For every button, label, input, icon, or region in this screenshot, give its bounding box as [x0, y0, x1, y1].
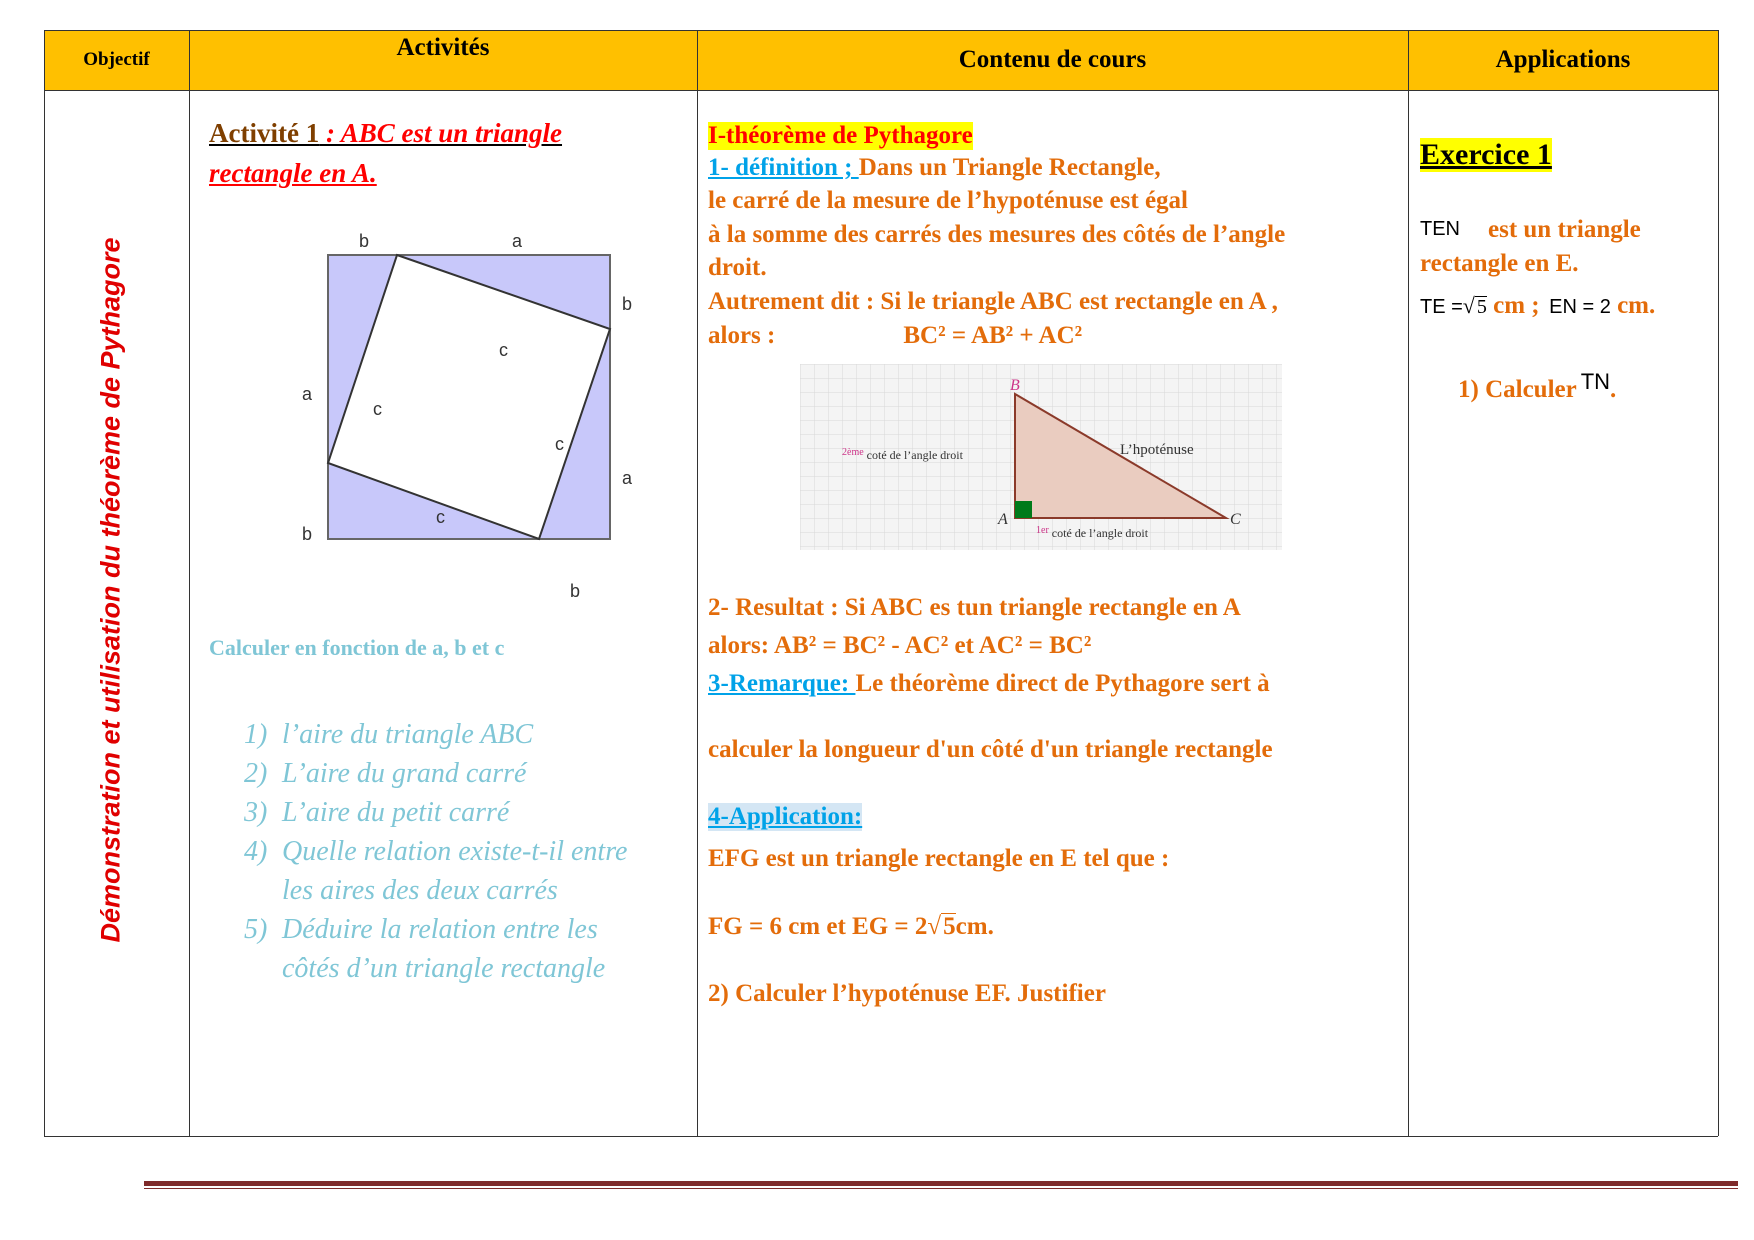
vertex-a-label: A [998, 511, 1008, 528]
activite-question-2: 2) L’aire du grand carré [244, 758, 527, 789]
header-contenu: Contenu de cours [697, 30, 1408, 90]
cours-definition-line3: à la somme des carrés des mesures des côtés de l’angle [708, 221, 1286, 248]
lesson-table [44, 30, 1718, 1136]
footer-rule [144, 1181, 1738, 1186]
exercice-title: Exercice 1 [1420, 138, 1552, 171]
vertex-c-label: C [1230, 511, 1241, 528]
exercice-line3: TE =√ 5 cm ; EN = 2 cm. [1420, 292, 1656, 319]
exercice-line2: rectangle en E. [1420, 250, 1579, 277]
side2-label: $^{2ème}$ coté de l’angle droit [842, 447, 963, 462]
pythagore-formula: BC² = AB² + AC² [903, 322, 1083, 349]
activite-title-prefix: Activité 1 [209, 118, 320, 148]
application-line3: 2) Calculer l’hypoténuse EF. Justifier [708, 980, 1106, 1007]
vertex-b-label: B [1010, 377, 1020, 394]
exercice-question-1: 1) Calculer TN. [1458, 369, 1617, 403]
label-a-left: a [302, 384, 313, 404]
application-line1: EFG est un triangle rectangle en E tel que : [708, 845, 1170, 872]
label-c-1: c [499, 340, 508, 360]
header-applications: Applications [1408, 30, 1718, 90]
remarque-text: Le théorème direct de Pythagore sert à [855, 670, 1270, 697]
definition-text-1: Dans un Triangle Rectangle, [858, 154, 1161, 181]
cours-definition-line1 [708, 154, 1161, 182]
right-angle-marker [1015, 501, 1032, 518]
label-a-top: a [512, 231, 523, 251]
definition-label: 1- définition ; [708, 154, 859, 181]
side1-label: $^{1er}$ coté de l’angle droit [1036, 525, 1149, 540]
cours-resultat-line1: 2- Resultat : Si ABC es tun triangle rectangle en A [708, 594, 1241, 621]
activite-questions [244, 715, 652, 988]
table-header-divider [44, 90, 1718, 91]
table-border-left [44, 30, 45, 1136]
cours-remarque-line2: calculer la longueur d'un côté d'un triangle rectangle [708, 736, 1273, 763]
label-b-bottom: b [570, 581, 581, 601]
label-c-3: c [555, 434, 564, 454]
activite-question-1: 1) l’aire du triangle ABC [244, 719, 534, 750]
activite-question-5: 5) Déduire la relation entre les côtés d’un triangle rectangle [244, 914, 606, 984]
cours-autrement-line1: Autrement dit : Si le triangle ABC est rectangle en A , [708, 288, 1278, 315]
application-line2: FG = 6 cm et EG = 2√5cm. [708, 913, 994, 940]
header-activites: Activités [189, 30, 697, 90]
activite-title [209, 118, 562, 149]
header-objectif: Objectif [44, 30, 189, 90]
footer-rule-thin [144, 1188, 1738, 1189]
application-label: 4-Application: [708, 803, 863, 830]
label-a-right: a [622, 468, 633, 488]
column-divider-2 [697, 30, 698, 1136]
column-divider-1 [189, 30, 190, 1136]
column-divider-3 [1408, 30, 1409, 1136]
activite-question-3: 3) L’aire du petit carré [244, 797, 510, 828]
table-border-top [44, 30, 1718, 31]
cours-definition-line4: droit. [708, 254, 767, 281]
table-border-bottom [44, 1136, 1718, 1137]
cours-autrement-line2: alors : BC² = AB² + AC² [708, 322, 1083, 349]
activite-title-rest: : ABC est un triangle [319, 118, 563, 148]
table-border-right [1718, 30, 1719, 1136]
objectif-text: Démonstration et utilisation du théorème de Pythagore [95, 237, 126, 943]
exercice-line1: est un triangle [1488, 216, 1641, 243]
label-c-2: c [373, 399, 382, 419]
cours-definition-line2: le carré de la mesure de l’hypoténuse est égal [708, 187, 1188, 214]
remarque-label: 3-Remarque: [708, 670, 856, 697]
exercice-ten: TEN [1420, 218, 1460, 240]
pythagoras-square-figure [244, 210, 633, 620]
hypotenuse-label: L’hpoténuse [1120, 442, 1194, 458]
label-b-top: b [359, 231, 370, 251]
cours-resultat-line2: alors: AB² = BC² - AC² et AC² = BC² [708, 632, 1092, 659]
activite-instruction: Calculer en fonction de a, b et c [209, 635, 505, 660]
label-b-left: b [302, 524, 313, 544]
right-triangle-figure [800, 364, 1282, 550]
label-b-right: b [622, 294, 633, 314]
cours-title: I-théorème de Pythagore [708, 122, 973, 149]
cours-remarque [708, 670, 1270, 698]
activite-question-4: 4) Quelle relation existe-t-il entre les aires des deux carrés [244, 836, 628, 906]
activite-title-line2: rectangle en A. [209, 158, 377, 188]
label-c-4: c [436, 507, 445, 527]
